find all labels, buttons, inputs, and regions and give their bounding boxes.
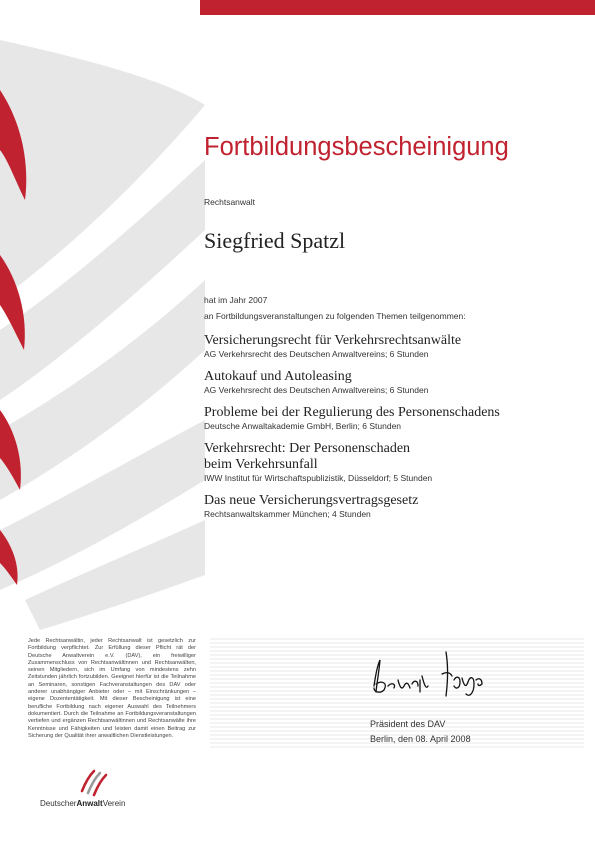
course-item [204, 441, 433, 484]
course-item [204, 333, 574, 360]
course-title: Autokauf und Autoleasing [204, 369, 352, 384]
intro-line-1: hat im Jahr 2007 [204, 295, 268, 305]
certificate-title: Fortbildungsbescheinigung [204, 133, 509, 161]
course-item [204, 369, 574, 396]
recipient-role: Rechtsanwalt [204, 197, 256, 207]
course-title: Das neue Versicherungsvertragsgesetz [204, 493, 419, 508]
course-item [204, 493, 574, 520]
course-detail: AG Verkehrsrecht des Deutschen Anwaltvereins; 6 Stunden [204, 349, 429, 359]
recipient-name: Siegfried Spatzl [204, 228, 346, 253]
course-title: Verkehrsrecht: Der Personenschaden beim Verkehrsunfall [204, 441, 411, 472]
footer-disclaimer: Jede Rechtsanwältin, jeder Rechtsanwalt ist gesetzlich zur Fortbildung verpflichtet. Zur Erfüllung dieser Pflicht rät der Deutsche Anwaltverein e.V. (DAV), ein freiwilliger Zusammenschluss von Rechtsanwältinnen und Rechtsanwälten, seinen Mitgliedern, sich im Umfang von mindestens zehn Zeitstunden jährlich fortzubilden. Geeignet hierfür ist die Teilnahme an Seminaren, sonstigen Fachveranstaltungen des DAV oder anderer unabhängiger Anbieter oder – mit Einschränkungen – eigene Dozententätigkeit. Mit dieser Bescheinigung ist eine berufliche Fortbildung nach eigener Auswahl des Teilnehmers dokumentiert. Durch die Teilnahme an Fortbildungsveranstaltungen vertiefen und ergänzen Rechtsanwältinnen und Rechtsanwälte ihre Kenntnisse und Fähigkeiten und leisten damit einen Beitrag zur Sicherung der Qualität ihrer anwaltlichen Dienstleistungen. [28, 638, 196, 739]
course-detail: Deutsche Anwaltakademie GmbH, Berlin; 6 Stunden [204, 421, 402, 431]
course-detail: AG Verkehrsrecht des Deutschen Anwaltvereins; 6 Stunden [204, 385, 429, 395]
handwritten-signature [370, 650, 490, 702]
course-title: Versicherungsrecht für Verkehrsrechtsanwälte [204, 333, 462, 348]
signature-date: Berlin, den 08. April 2008 [370, 734, 471, 744]
course-item [204, 405, 574, 432]
course-list [204, 333, 574, 529]
course-detail: Rechtsanwaltskammer München; 4 Stunden [204, 509, 371, 519]
dav-logo-wordmark: DeutscherAnwaltVerein [40, 799, 126, 808]
dav-logo-icon [78, 767, 110, 797]
intro-line-2: an Fortbildungsveranstaltungen zu folgenden Themen teilgenommen: [204, 311, 466, 321]
course-title: Probleme bei der Regulierung des Personenschadens [204, 405, 500, 420]
course-detail: IWW Institut für Wirtschaftspublizistik, Düsseldorf; 5 Stunden [204, 473, 433, 483]
signatory-position: Präsident des DAV [370, 719, 446, 729]
